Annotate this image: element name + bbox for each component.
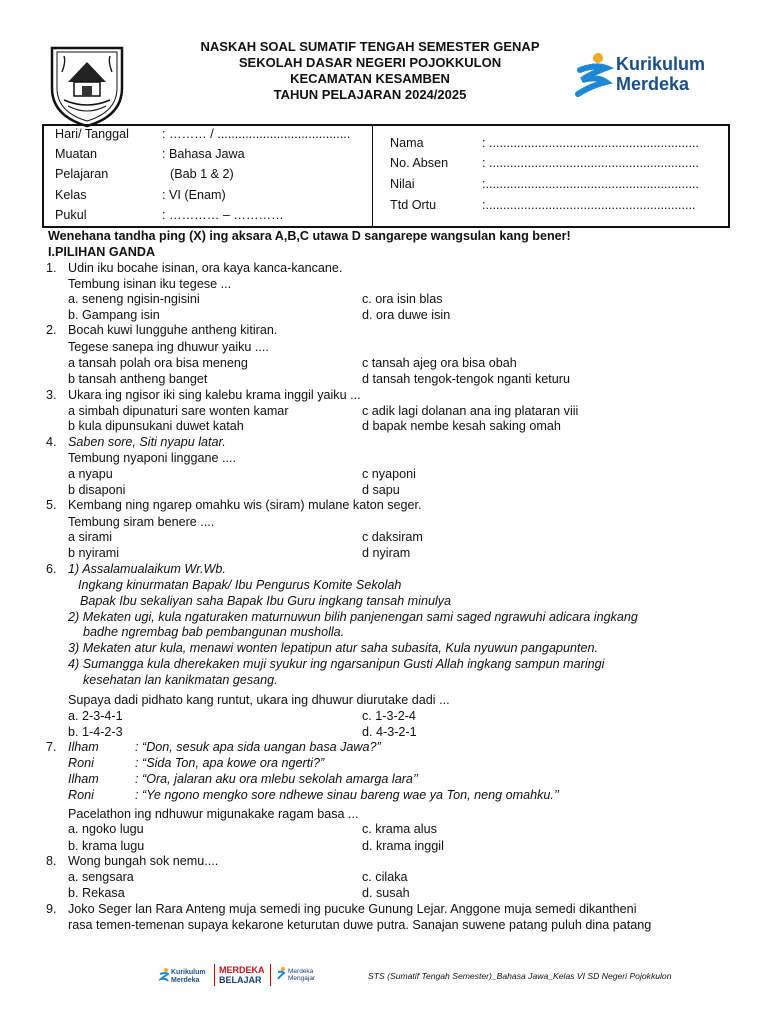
q1-option-b[interactable]: b. Gampang isin: [68, 308, 160, 322]
footer-separator-2: [270, 964, 271, 986]
q7-sub: Pacelathon ing ndhuwur migunakake ragam basa ...: [68, 807, 359, 821]
q7-option-a[interactable]: a. ngoko lugu: [68, 822, 144, 836]
identity-value-score[interactable]: :.............................................................: [482, 177, 699, 191]
q2-sub: Tegese sanepa ing dhuwur yaiku ....: [68, 340, 269, 354]
q8-number: 8.: [46, 854, 57, 868]
identity-row-subject: Muatan: [55, 147, 98, 161]
q6-option-d[interactable]: d. 4-3-2-1: [362, 725, 417, 739]
q7-line-3: : “Ora, jalaran aku ora mlebu sekolah amarga lara’’: [135, 772, 419, 786]
q4-sub: Tembung nyaponi linggane ....: [68, 451, 237, 465]
regency-emblem: [44, 42, 130, 128]
q9-number: 9.: [46, 902, 57, 916]
q7-line-1: : “Don, sesuk apa sida uangan basa Jawa?”: [135, 740, 381, 754]
q6-option-c[interactable]: c. 1-3-2-4: [362, 709, 416, 723]
identity-row-parent-sign: Ttd Ortu: [390, 198, 437, 212]
q7-speaker-3: Ilham: [68, 772, 99, 786]
q4-option-a[interactable]: a nyapu: [68, 467, 113, 481]
identity-row-absen: No. Absen: [390, 156, 449, 170]
student-identity-box: [42, 124, 730, 228]
kurikulum-merdeka-mark-icon: [572, 52, 614, 98]
q4-text: Saben sore, Siti nyapu latar.: [68, 435, 226, 449]
footer-kurikulum-logo: [158, 966, 208, 988]
q1-option-c[interactable]: c. ora isin blas: [362, 292, 443, 306]
q9-line-2: rasa temen-temenan supaya kekarone keturutan duwe putra. Sanajan suwene patang puluh dina patang: [68, 918, 652, 932]
q3-option-c[interactable]: c adik lagi dolanan ana ing plataran viii: [362, 404, 579, 418]
identity-value-parent-sign[interactable]: :............................................................: [482, 198, 696, 212]
identity-divider: [372, 126, 373, 226]
q2-option-a[interactable]: a tansah polah ora bisa meneng: [68, 356, 248, 370]
header-line-1: NASKAH SOAL SUMATIF TENGAH SEMESTER GENAP: [200, 39, 540, 54]
header-line-2: SEKOLAH DASAR NEGERI POJOKKULON: [238, 55, 502, 70]
q7-line-4: : “Ye ngono mengko sore ndhewe sinau bareng wae ya Ton, neng omahku.’’: [135, 788, 560, 802]
q4-number: 4.: [46, 435, 57, 449]
identity-row-class: Kelas: [55, 188, 87, 202]
q2-option-b[interactable]: b tansah antheng banget: [68, 372, 208, 386]
identity-value-lesson: (Bab 1 & 2): [170, 167, 234, 181]
q2-text: Bocah kuwi lungguhe antheng kitiran.: [68, 323, 278, 337]
kurikulum-merdeka-logo: [572, 50, 722, 100]
q6-line-8: kesehatan lan kanikmatan gesang.: [83, 673, 278, 687]
merdeka-mengajar-mark-icon: [276, 967, 286, 981]
q6-line-2: Ingkang kinurmatan Bapak/ Ibu Pengurus Komite Sekolah: [78, 578, 402, 592]
q5-option-a[interactable]: a sirami: [68, 530, 113, 544]
q5-option-b[interactable]: b nyirami: [68, 546, 120, 560]
q8-option-a[interactable]: a. sengsara: [68, 870, 134, 884]
q6-line-7: 4) Sumangga kula dherekaken muji syukur ing ngarsanipun Gusti Allah ingkang sampun maringi: [68, 657, 605, 671]
q1-option-a[interactable]: a. seneng ngisin-ngisini: [68, 292, 200, 306]
q7-speaker-2: Roni: [68, 756, 94, 770]
footer-logo3-line2: Mengajar: [288, 975, 316, 982]
footer-separator-1: [214, 964, 215, 986]
q8-option-d[interactable]: d. susah: [362, 886, 410, 900]
q2-number: 2.: [46, 323, 57, 337]
q6-line-5: badhe ngrembag bab pembangunan musholla.: [83, 625, 345, 639]
footer-merdeka-mengajar-logo: [276, 966, 326, 986]
identity-value-date[interactable]: : ……… / ......................................: [162, 127, 351, 141]
identity-value-class: : VI (Enam): [162, 188, 226, 202]
footer-logo2-line2: BELAJAR: [219, 975, 262, 985]
q6-option-b[interactable]: b. 1-4-2-3: [68, 725, 123, 739]
q3-text: Ukara ing ngisor iki sing kalebu krama inggil yaiku ...: [68, 388, 361, 402]
footer-merdeka-belajar-logo: [219, 965, 265, 985]
q7-option-c[interactable]: c. krama alus: [362, 822, 437, 836]
q1-text: Udin iku bocahe isinan, ora kaya kanca-kancane.: [68, 261, 343, 275]
q8-text: Wong bungah sok nemu....: [68, 854, 219, 868]
q2-option-d[interactable]: d tansah tengok-tengok nganti keturu: [362, 372, 570, 386]
footer-logo3-line1: Merdeka: [288, 968, 314, 975]
q5-number: 5.: [46, 498, 57, 512]
q4-option-d[interactable]: d sapu: [362, 483, 400, 497]
q2-option-c[interactable]: c tansah ajeg ora bisa obah: [362, 356, 517, 370]
q3-option-d[interactable]: d bapak nembe kesah saking omah: [362, 419, 561, 433]
header-line-3: KECAMATAN KESAMBEN: [290, 71, 450, 86]
q7-option-b[interactable]: b. krama lugu: [68, 839, 145, 853]
q7-number: 7.: [46, 740, 57, 754]
page-footer: [0, 962, 768, 992]
section-title: I.PILIHAN GANDA: [48, 245, 156, 259]
footer-caption: STS (Sumatif Tengah Semester)_Bahasa Jawa_Kelas VI SD Negeri Pojokkulon: [368, 971, 672, 981]
q8-option-c[interactable]: c. cilaka: [362, 870, 408, 884]
identity-row-name: Nama: [390, 136, 424, 150]
q6-line-4: 2) Mekaten ugi, kula ngaturaken maturnuwun bilih panjenengan sami saged ngrawuhi adicara ingkang: [68, 610, 638, 624]
q3-option-b[interactable]: b kula dipunsukani duwet katah: [68, 419, 244, 433]
q1-option-d[interactable]: d. ora duwe isin: [362, 308, 451, 322]
identity-row-date: Hari/ Tanggal: [55, 127, 129, 141]
q7-line-2: : “Sida Ton, apa kowe ora ngerti?”: [135, 756, 325, 770]
q6-number: 6.: [46, 562, 57, 576]
kurikulum-mark-icon: [158, 968, 170, 984]
identity-row-lesson: Pelajaran: [55, 167, 109, 181]
identity-value-subject: : Bahasa Jawa: [162, 147, 245, 161]
footer-logo1-line1: Kurikulum: [171, 969, 206, 976]
footer-logo2-line1: MERDEKA: [219, 965, 265, 975]
q4-option-c[interactable]: c nyaponi: [362, 467, 416, 481]
q8-option-b[interactable]: b. Rekasa: [68, 886, 125, 900]
q6-option-a[interactable]: a. 2-3-4-1: [68, 709, 123, 723]
document-header: [160, 39, 580, 103]
header-line-4: TAHUN PELAJARAN 2024/2025: [273, 87, 467, 102]
identity-value-name[interactable]: : ............................................................: [482, 136, 699, 150]
logo-line-2: Merdeka: [616, 74, 690, 94]
q5-sub: Tembung siram benere ....: [68, 515, 215, 529]
identity-row-score: Nilai: [390, 177, 415, 191]
q1-number: 1.: [46, 261, 57, 275]
q6-sub: Supaya dadi pidhato kang runtut, ukara ing dhuwur diurutake dadi ...: [68, 693, 450, 707]
q4-option-b[interactable]: b disaponi: [68, 483, 126, 497]
q6-line-6: 3) Mekaten atur kula, menawi wonten lepatipun atur saha subasita, Kula nyuwun pangapunten.: [68, 641, 598, 655]
footer-logo1-line2: Merdeka: [171, 977, 200, 984]
q5-text: Kembang ning ngarep omahku wis (siram) mulane katon seger.: [68, 498, 422, 512]
logo-line-1: Kurikulum: [616, 54, 706, 74]
q3-number: 3.: [46, 388, 57, 402]
instructions: Wenehana tandha ping (X) ing aksara A,B,C utawa D sangarepe wangsulan kang bener!: [48, 229, 571, 243]
q6-line-1: 1) Assalamualaikum Wr.Wb.: [68, 562, 226, 576]
identity-value-absen[interactable]: : ............................................................: [482, 156, 699, 170]
q3-option-a[interactable]: a simbah dipunaturi sare wonten kamar: [68, 404, 289, 418]
q7-option-d[interactable]: d. krama inggil: [362, 839, 444, 853]
q5-option-d[interactable]: d nyiram: [362, 546, 411, 560]
q7-speaker-1: Ilham: [68, 740, 99, 754]
q1-sub: Tembung isinan iku tegese ...: [68, 277, 232, 291]
q7-speaker-4: Roni: [68, 788, 94, 802]
q5-option-c[interactable]: c daksiram: [362, 530, 423, 544]
q9-line-1: Joko Seger lan Rara Anteng muja semedi ing pucuke Gunung Lejar. Anggone muja semedi dikantheni: [68, 902, 637, 916]
identity-value-time[interactable]: : ………… – …………: [162, 208, 284, 222]
q6-line-3: Bapak Ibu sekaliyan saha Bapak Ibu Guru ingkang tansah minulya: [80, 594, 452, 608]
identity-row-time: Pukul: [55, 208, 87, 222]
